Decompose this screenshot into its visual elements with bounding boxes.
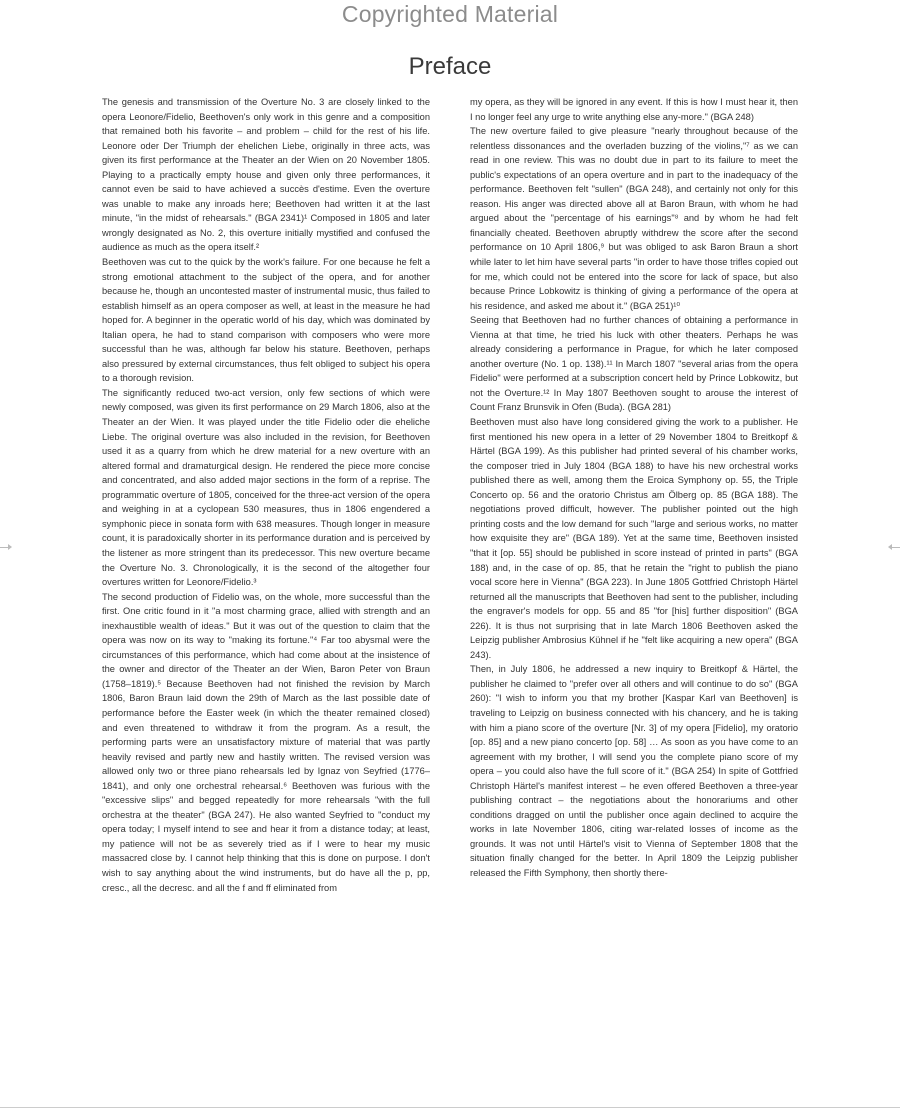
page-title: Preface: [408, 53, 492, 80]
paragraph: The significantly reduced two-act version, only few sections of which were newly composed, was given its first performance on 29 March 1806, also at the Theater an der Wien. It was played under the title Fidelio oder die eheliche Liebe. The original overture was also included in the revision, for Beethoven used it as a quarry from which he drew material for a new overture with an altered formal and dramaturgical design. He rendered the piece more concise and concentrated, and also added major sections in the form of a reprise. The programmatic overture of 1805, conceived for the three-act version of the opera and weighing in at a cyclopean 530 measures, thus in 1806 engendered a symphonic piece in sonata form with 638 measures. Though longer in measure count, it is paradoxically shorter in its performance duration and is perceived by the listener as more stringent than its predecessor. This new overture became the Overture No. 3. Chronologically, it is the second of the altogether four overtures written for Leonore/Fidelio.³: [102, 387, 430, 588]
paragraph: Then, in July 1806, he addressed a new inquiry to Breitkopf & Härtel, the publisher he claimed to "prefer over all others and will continue to do so" (BGA 260): "I wish to inform you that my brother [Kaspar Karl van Beethoven] is traveling to Leipzig on business connected with his chancery, and he is taking with him a piano score of the overture [Nr. 3] of my opera [Fidelio], my oratorio [op. 85] and a new piano concerto [op. 58] … As soon as you have come to an agreement with my brother, I will send you the complete piano score of my opera – you could also have the full score of it." (BGA 254) In spite of Gottfried Christoph Härtel's manifest interest – he even offered Beethoven a three-year publishing contract – the negotiations about the honorariums and other conditions dragged on until the publisher once again declined to acquire the works in late November 1806, citing war-related losses of income as the grounds. It was not until Härtel's visit to Vienna of September 1808 that the situation finally changed for the better. In April 1809 the Leipzig publisher released the Fifth Symphony, then shortly there-: [470, 664, 798, 878]
left-edge-marker: [0, 547, 10, 548]
paragraph: my opera, as they will be ignored in any event. If this is how I must hear it, then I no longer feel any urge to write anything else any-more." (BGA 248): [470, 97, 798, 122]
paragraph: The genesis and transmission of the Overture No. 3 are closely linked to the opera Leonore/Fidelio, Beethoven's only work in this genre and a composition that remained both his favorite – and problem – child for the rest of his life. Leonore oder Der Triumph der ehelichen Liebe, originally in three acts, was given its first performance at the Theater an der Wien on 20 November 1805. Playing to a practically empty house and given only three performances, it cannot even be said to have achieved a succès d'estime. Even the overture was unable to make any inroads here; Beethoven had written it at the last minute, "in the midst of rehearsals." (BGA 2341)¹ Composed in 1805 and later wrongly designated as No. 2, this overture initially mystified and confused the audience as much as the opera itself.²: [102, 97, 430, 253]
paragraph: Beethoven was cut to the quick by the work's failure. For one because he felt a strong emotional attachment to the subject of the opera, and for another because he, though an uncontested master of instrumental music, thus failed to establish himself as an opera composer as well, at least in the measure he had hoped for. A beginner in the operatic world of his day, which was dominated by Italian opera, he had to stand comparison with composers who were more successful than he was, although far below his stature. Beethoven, perhaps also pressured by external circumstances, thus felt obliged to subject his opera to a thorough revision.: [102, 257, 430, 384]
paragraph: Beethoven must also have long considered giving the work to a publisher. He first mentioned his new opera in a letter of 29 November 1804 to Breitkopf & Härtel (BGA 199). As this publisher had printed several of his chamber works, the composer tried in July 1804 (BGA 188) to have his new orchestral works published there as well, among them the Eroica Symphony op. 55, the Triple Concerto op. 56 and the oratorio Christus am Ölberg op. 85 (BGA 188). The negotiations proved difficult, however. The publisher pointed out the high printing costs and the low demand for such "large and serious works, no matter how exquisite they are" (BGA 189). Yet at the same time, Beethoven insisted "that it [op. 55] should be published in score instead of printed in parts" (BGA 188) and, in the case of op. 85, that he retain the "right to publish the piano vocal score here in Vienna" (BGA 223). In June 1805 Gottfried Christoph Härtel returned all the manuscripts that Beethoven had sent to the publisher, including the engraver's models for opp. 55 and 85 "for [his] further disposition" (BGA 226). It is thus not surprising that in late March 1806 Beethoven asked the Leipzig publisher Ambrosius Kühnel if he "felt like acquiring a new opera" (BGA 243).: [470, 417, 798, 660]
right-edge-marker: [890, 547, 900, 548]
copyright-watermark: Copyrighted Material: [341, 1, 559, 27]
left-column: [102, 95, 430, 1005]
right-column: [470, 95, 798, 1005]
paragraph: The second production of Fidelio was, on the whole, more successful than the first. One critic found in it "a most charming grace, allied with strength and an inexhaustible wealth of ideas." But it was out of the question to claim that the opera was now on its way to "making its fortune."⁴ Far too abysmal were the circumstances of this performance, which had come about at the insistence of the owner and director of the Theater an der Wien, Baron Peter von Braun (1758–1819).⁵ Because Beethoven had not finished the revision by March 1806, Baron Braun laid down the 29th of March as the last possible date of performance before the Easter week (in which the theater remained closed) and even threatened to withdraw it from the program. As a result, the performing parts were an unsatisfactory mixture of material that was partly heavily revised and partly new and hastily written. The revised version was allowed only two or three piano rehearsals led by Ignaz von Seyfried (1776–1841), and only one orchestral rehearsal.⁶ Beethoven was furious with the "excessive slips" and begged repeatedly for more rehearsals "with the full orchestra at the theater" (BGA 247). He also wanted Seyfried to "conduct my opera today; I myself intend to see and hear it from a distance today; at least, my patience will not be as severely tried as if I were to hear my music massacred close by. I cannot help thinking that this is done on purpose. I don't wish to say anything about the wind instruments, but do have all the p, pp, cresc., all the decresc. and all the f and ff eliminated from: [102, 591, 430, 893]
paragraph: The new overture failed to give pleasure "nearly throughout because of the relentless dissonances and the overladen buzzing of the violins,"⁷ as we can read in one review. This was no doubt due in part to its failure to meet the public's expectations of an opera overture and in part to the inadequacy of the performance. Beethoven felt "sullen" (BGA 248), and certainly not only for this reason. His anger was directed above all at Baron Braun, with whom he had argued about the "percentage of his earnings"⁸ and by whom he had felt financially cheated. Beethoven abruptly withdrew the score after the second performance on 10 April 1806,⁹ but was obliged to ask Baron Braun a short while later to let him have several parts "in order to have those trifles copied out for me, which could not be entered into the score for lack of space, but also because Prince Lobkowitz is thinking of giving a performance of the opera at his residence, and asked me about it." (BGA 251)¹⁰: [470, 126, 798, 311]
paragraph: Seeing that Beethoven had no further chances of obtaining a performance in Vienna at that time, he tried his luck with other theaters. Perhaps he was already considering a performance in Prague, for which he later composed another overture (No. 1 op. 138).¹¹ In March 1807 "several arias from the opera Fidelio" were performed at a subscription concert held by Prince Lobkowitz, but not the Overture.¹² In May 1807 Beethoven sought to arouse the interest of Count Franz Brunsvik in Ofen (Buda). (BGA 281): [470, 315, 798, 413]
